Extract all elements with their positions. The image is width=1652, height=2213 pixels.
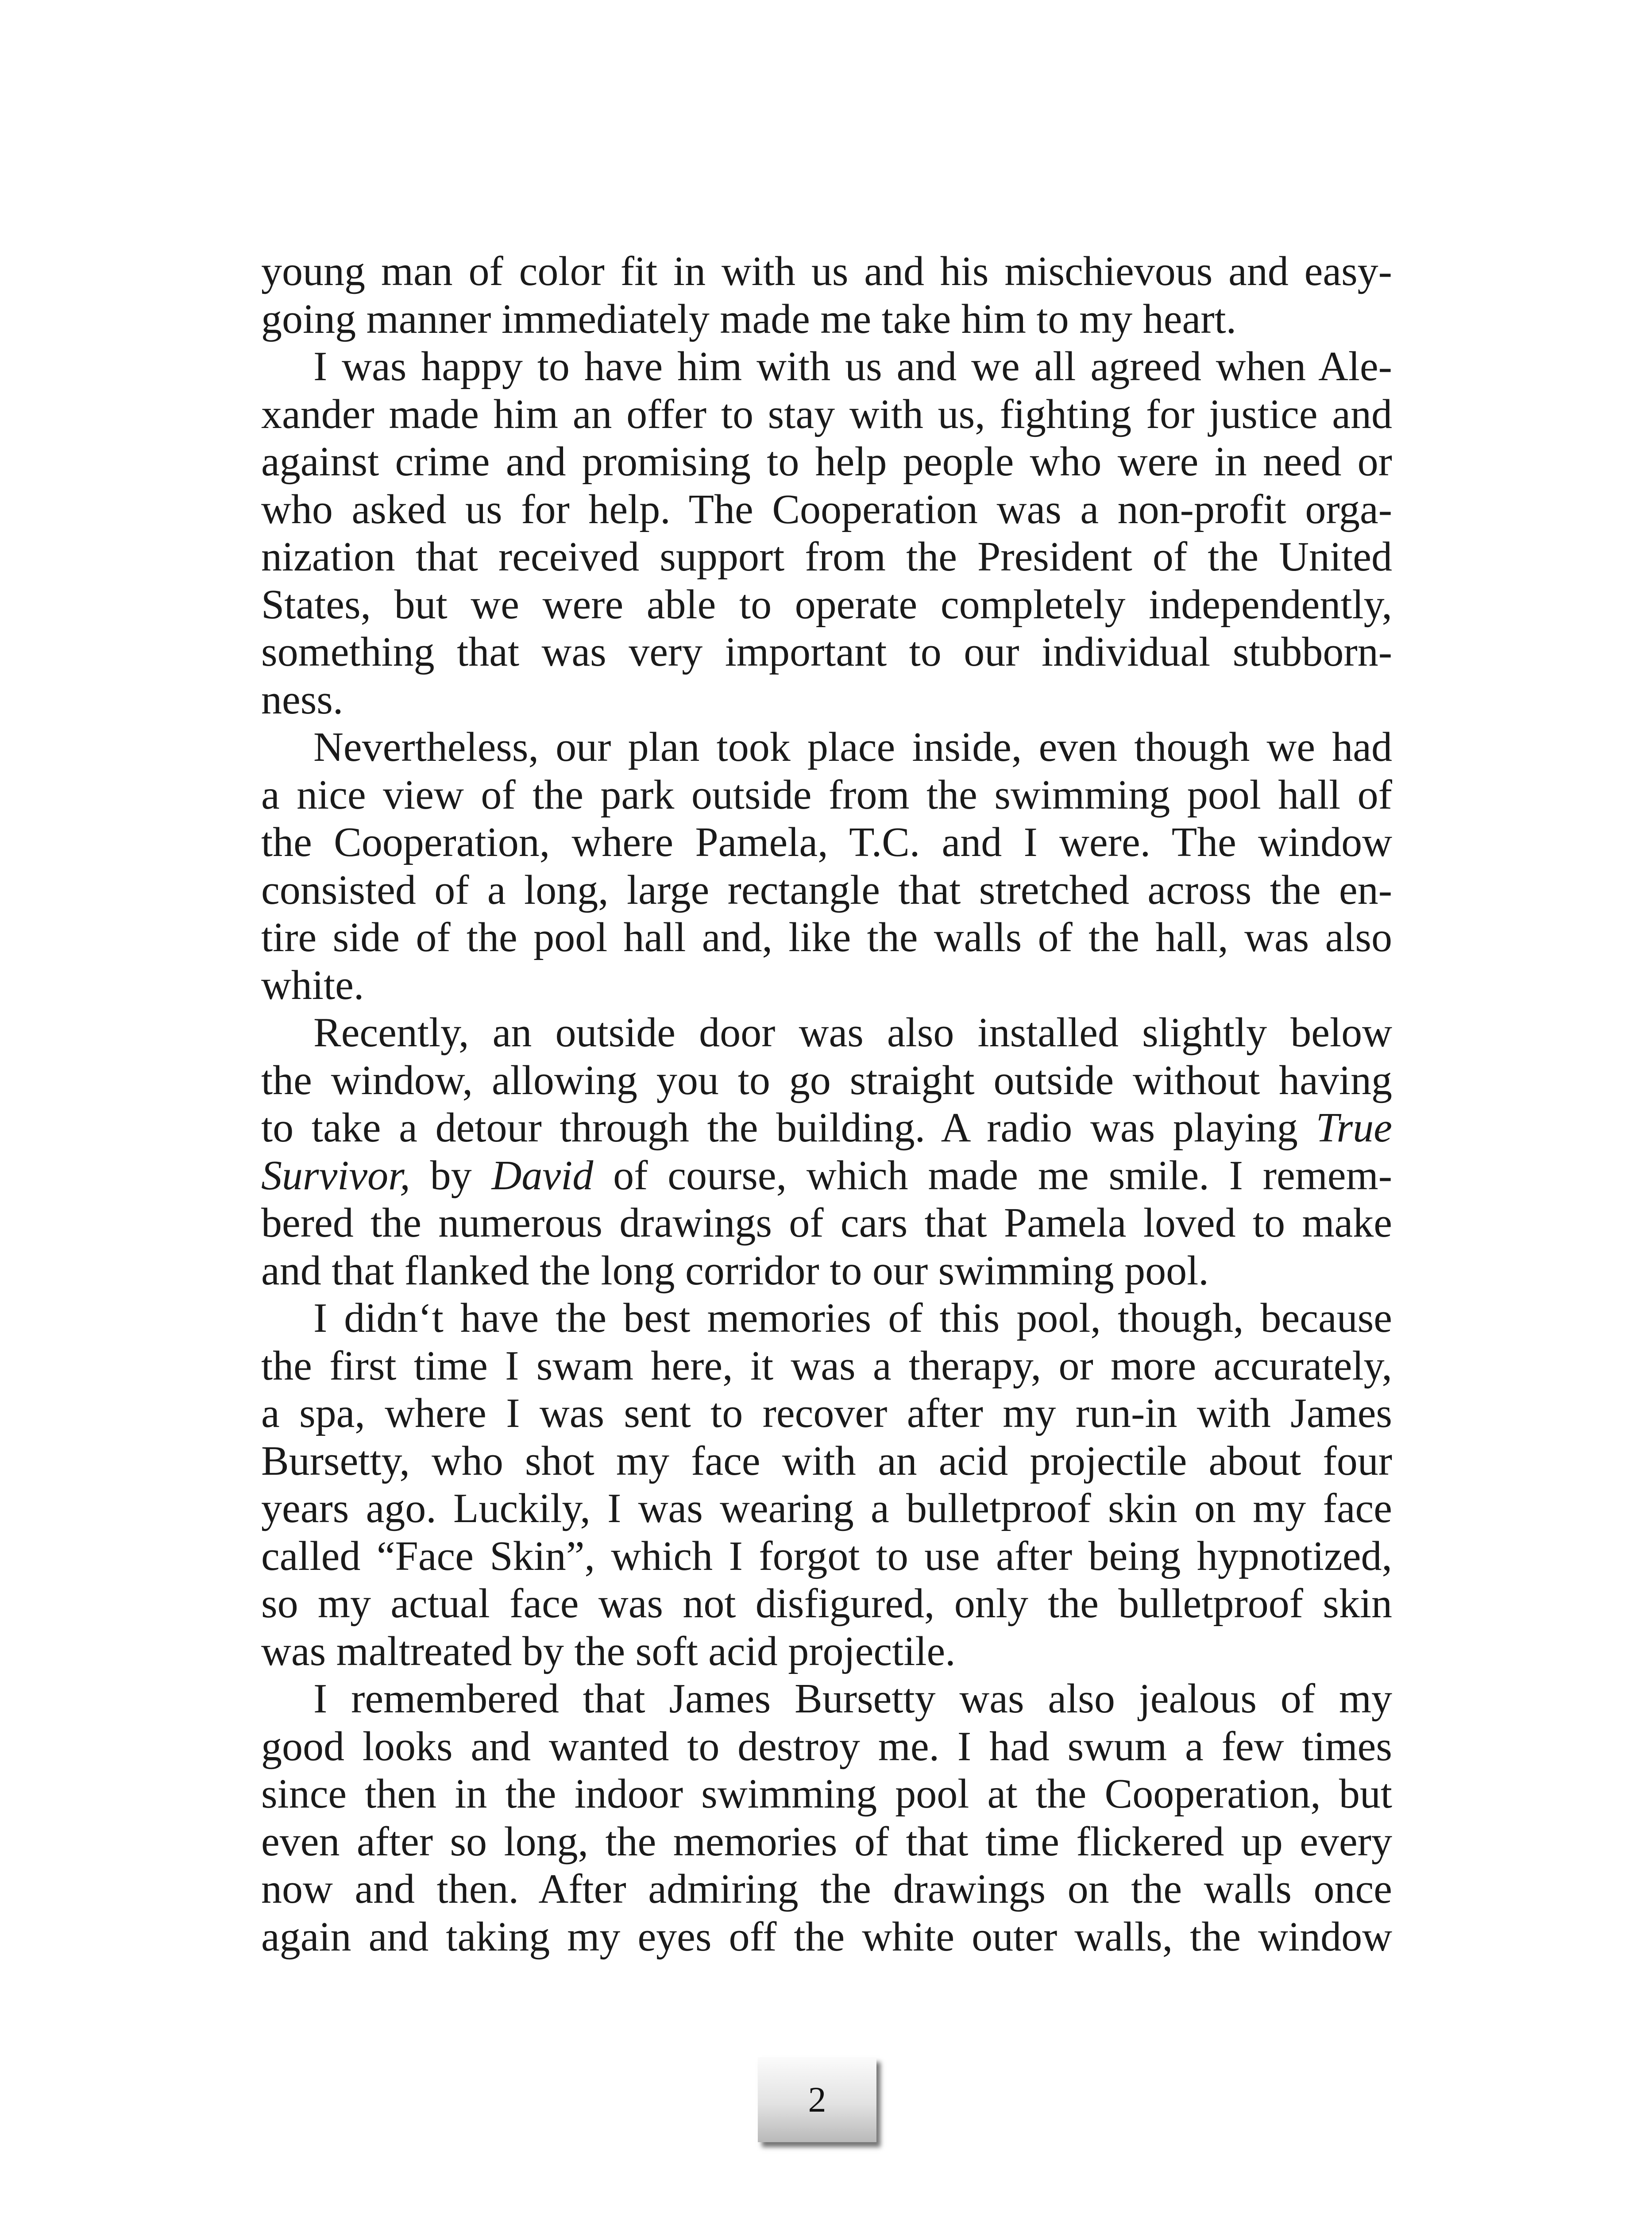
text-run: Bursetty, who shot my face with an acid projectile about four: [261, 1438, 1392, 1484]
text-line: [261, 391, 1392, 439]
text-line: [261, 533, 1392, 581]
text-line: [261, 438, 1392, 486]
text-run: years ago. Luckily, I was wearing a bulletproof skin on my face: [261, 1485, 1392, 1531]
text-run: a spa, where I was sent to recover after my run-in with James: [261, 1390, 1392, 1436]
text-run: ness.: [261, 676, 344, 723]
text-line: [261, 628, 1392, 676]
text-run: good looks and wanted to destroy me. I had swum a few times: [261, 1723, 1392, 1770]
text-run: against crime and promising to help people who were in need or: [261, 439, 1392, 485]
text-line: [261, 771, 1392, 819]
text-line: [261, 1818, 1392, 1866]
text-run: xander made him an offer to stay with us, fighting for justice and: [261, 391, 1392, 437]
text-line: [261, 1485, 1392, 1533]
text-run: something that was very important to our individual stubborn-: [261, 629, 1392, 675]
text-run: now and then. After admiring the drawings on the walls once: [261, 1866, 1392, 1912]
text-run: the window, allowing you to go straight outside without having: [261, 1057, 1392, 1103]
text-line: [261, 1533, 1392, 1581]
text-run: Nevertheless, our plan took place inside, even though we had: [313, 724, 1392, 770]
text-run: of course, which made me smile. I remem-: [593, 1152, 1393, 1199]
text-line: [261, 1580, 1392, 1628]
text-run: bered the numerous drawings of cars that Pamela loved to make: [261, 1200, 1392, 1246]
page-number: 2: [808, 2079, 826, 2120]
text-line: [261, 819, 1392, 867]
text-line: [261, 867, 1392, 914]
text-line: [261, 1057, 1392, 1105]
body-text: [261, 248, 1392, 1961]
text-run: Recently, an outside door was also installed slightly below: [313, 1010, 1392, 1056]
text-line: [261, 1247, 1392, 1295]
text-line: [261, 581, 1392, 629]
text-run: I was happy to have him with us and we all agreed when Ale-: [313, 343, 1392, 389]
italic-title: True: [1316, 1105, 1392, 1151]
text-run: consisted of a long, large rectangle that stretched across the en-: [261, 867, 1392, 913]
text-run: was maltreated by the soft acid projectile.: [261, 1628, 956, 1674]
text-line: [261, 1628, 1392, 1676]
text-line: [261, 1675, 1392, 1723]
text-run: again and taking my eyes off the white outer walls, the window: [261, 1913, 1392, 1960]
text-run: who asked us for help. The Cooperation was a non-profit orga-: [261, 486, 1392, 532]
text-run: by: [410, 1152, 492, 1199]
text-run: nization that received support from the President of the United: [261, 534, 1392, 580]
text-run: I remembered that James Bursetty was also jealous of my: [313, 1676, 1392, 1722]
text-line: [261, 1199, 1392, 1247]
text-run: going manner immediately made me take him to my heart.: [261, 296, 1237, 342]
text-run: tire side of the pool hall and, like the walls of the hall, was also: [261, 914, 1392, 960]
text-run: since then in the indoor swimming pool at the Cooperation, but: [261, 1771, 1392, 1817]
text-line: [261, 343, 1392, 391]
text-run: a nice view of the park outside from the swimming pool hall of: [261, 771, 1392, 818]
text-run: the Cooperation, where Pamela, T.C. and I were. The window: [261, 819, 1392, 865]
italic-title: David: [491, 1152, 594, 1199]
text-line: [261, 1152, 1392, 1200]
text-line: [261, 1770, 1392, 1818]
text-line: [261, 1295, 1392, 1342]
text-run: called “Face Skin”, which I forgot to use after being hypnotized,: [261, 1533, 1392, 1579]
text-line: [261, 486, 1392, 534]
page-number-tab: [758, 2057, 876, 2142]
text-line: [261, 1390, 1392, 1438]
text-run: the first time I swam here, it was a therapy, or more accurately,: [261, 1342, 1392, 1389]
text-line: [261, 676, 1392, 724]
text-line: [261, 296, 1392, 343]
text-run: States, but we were able to operate completely independently,: [261, 581, 1392, 628]
text-line: [261, 724, 1392, 771]
text-line: [261, 1009, 1392, 1057]
text-run: young man of color fit in with us and his mischievous and easy-: [261, 248, 1392, 294]
text-run: white.: [261, 962, 364, 1008]
text-run: even after so long, the memories of that time flickered up every: [261, 1818, 1392, 1865]
italic-title: Survivor,: [261, 1152, 410, 1199]
text-line: [261, 1104, 1392, 1152]
text-line: [261, 962, 1392, 1010]
text-line: [261, 1342, 1392, 1390]
text-run: so my actual face was not disfigured, only the bulletproof skin: [261, 1581, 1392, 1627]
text-run: I didn‘t have the best memories of this pool, though, because: [313, 1295, 1392, 1341]
text-line: [261, 1723, 1392, 1771]
text-line: [261, 248, 1392, 296]
text-line: [261, 914, 1392, 962]
text-line: [261, 1913, 1392, 1961]
text-line: [261, 1438, 1392, 1485]
text-run: and that flanked the long corridor to our swimming pool.: [261, 1247, 1209, 1294]
text-run: to take a detour through the building. A radio was playing: [261, 1105, 1316, 1151]
text-line: [261, 1866, 1392, 1913]
